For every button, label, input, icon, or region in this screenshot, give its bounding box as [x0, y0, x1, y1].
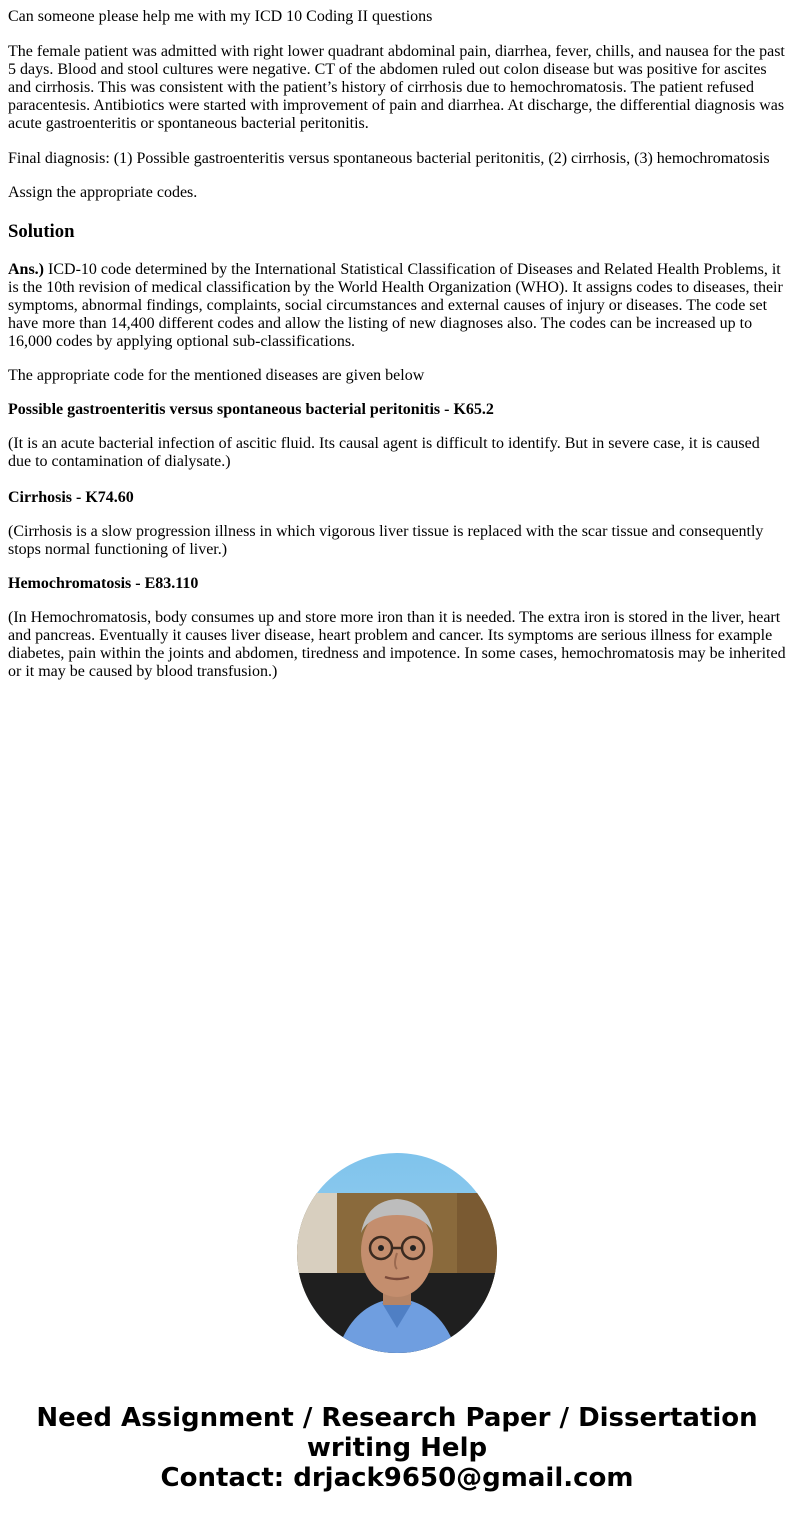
code-note: (In Hemochromatosis, body consumes up and store more iron than it is needed. The extra iron is stored in the liver, heart and pancreas. Eventually it causes liver disease, heart problem and cancer. Its symptoms are serious illness for example diabetes, pain within the joints and abdomen, tiredness and impotence. In some cases, hemochromatosis may be inherited or it may be caused by blood transfusion.) — [8, 609, 786, 680]
case-description: The female patient was admitted with right lower quadrant abdominal pain, diarrhea, fever, chills, and nausea for the past 5 days. Blood and stool cultures were negative. CT of the abdomen ruled out colon disease but was positive for ascites and cirrhosis. This was consistent with the patient’s history of cirrhosis due to hemochromatosis. The patient refused paracentesis. Antibiotics were started with improvement of pain and diarrhea. At discharge, the differential diagnosis was acute gastroenteritis or spontaneous bacterial peritonitis. — [8, 43, 785, 132]
footer-contact: Contact: drjack9650@gmail.com — [160, 1463, 634, 1493]
codes-lead: The appropriate code for the mentioned diseases are given below — [8, 367, 425, 384]
solution-heading: Solution — [8, 221, 75, 242]
question-title: Can someone please help me with my ICD 10 Coding II questions — [8, 8, 433, 25]
solution-intro — [8, 261, 786, 351]
final-diagnosis: Final diagnosis: (1) Possible gastroenteritis versus spontaneous bacterial peritonitis, (2) cirrhosis, (3) hemochromatosis — [8, 150, 770, 167]
author-avatar — [297, 1153, 497, 1353]
footer-line: Need Assignment / Research Paper / Dissertation — [36, 1403, 758, 1433]
footer-line: writing Help — [306, 1433, 488, 1463]
code-note: (Cirrhosis is a slow progression illness in which vigorous liver tissue is replaced with the scar tissue and consequently stops normal functioning of liver.) — [8, 523, 764, 558]
ans-label: Ans.) — [8, 261, 45, 278]
code-title: Hemochromatosis - E83.110 — [8, 575, 199, 592]
code-title: Cirrhosis - K74.60 — [8, 489, 134, 506]
code-note: (It is an acute bacterial infection of ascitic fluid. Its causal agent is difficult to identify. But in severe case, it is caused due to contamination of dialysate.) — [8, 435, 760, 470]
instruction: Assign the appropriate codes. — [8, 184, 198, 201]
footer-banner — [0, 1403, 794, 1493]
code-title: Possible gastroenteritis versus spontaneous bacterial peritonitis - K65.2 — [8, 401, 494, 418]
intro-text: ICD-10 code determined by the International Statistical Classification of Diseases and Related Health Problems, it is the 10th revision of medical classification by the World Health Organization (WHO). It assigns codes to diseases, their symptoms, abnormal findings, complaints, social circumstances and external causes of injury or diseases. The code set have more than 14,400 different codes and allow the listing of new diagnoses also. The codes can be increased up to 16,000 codes by applying optional sub-classifications. — [8, 261, 783, 350]
